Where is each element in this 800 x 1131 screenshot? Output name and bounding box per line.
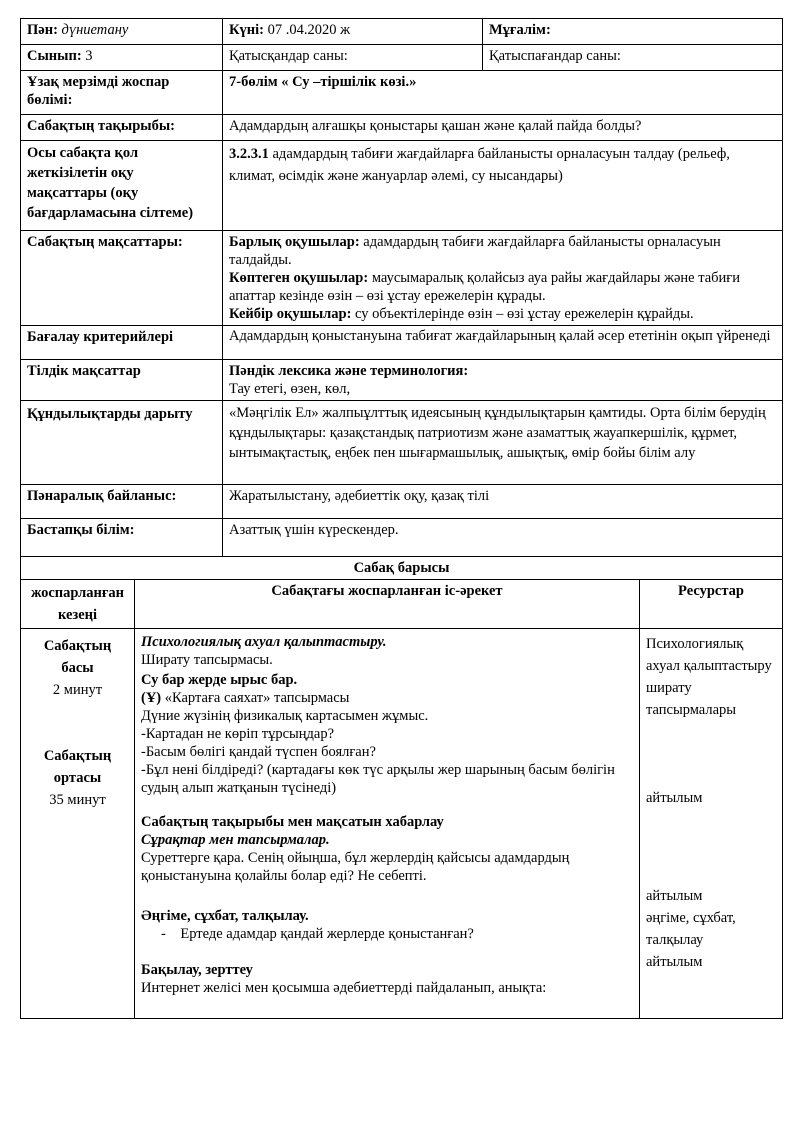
date-cell: Күні: 07 .04.2020 ж (223, 19, 483, 45)
objectives-value: 3.2.3.1 адамдардың табиғи жағдайларға байланысты орналасуын талдау (рельеф, климат, өсімдік және жануарлар әлемі, су нысандары) (223, 141, 783, 231)
interdisciplinary-label: Пәнаралық байланыс: (21, 485, 223, 519)
goals-value: Барлық оқушылар: адамдардың табиғи жағдайларға байланысты орналасуын талдайды. Көптеген оқушылар: маусымаралық қолайсыз ауа райы жағдайлары және табиғи апаттар кезінде өзін – өзі ұстау ережелерін құрады. Кейбір оқушылар: су объектілерінде өзін – өзі ұстау ережелерін құрайды. (223, 231, 783, 326)
prior-knowledge-value: Азаттық үшін күрескендер. (223, 519, 783, 557)
col-resources-header: Ресурстар (640, 580, 783, 629)
values-value: «Мәңгілік Ел» жалпыұлттық идеясының құндылықтарын қамтиды. Орта білім берудің құндылықтары: қазақстандық патриотизм және азаматтық жауапкершілік, құрмет, ынтымақтастық, еңбек пен шығармашылық, ашықтық, өмір бойы білім алу (223, 401, 783, 485)
absent-count-cell: Қатыспағандар саны: (483, 45, 783, 71)
goals-label: Сабақтың мақсаттары: (21, 231, 223, 326)
language-goals-label: Тілдік мақсаттар (21, 360, 223, 401)
lesson-flow-table (20, 556, 783, 1019)
criteria-value: Адамдардың қоныстануына табиғат жағдайларының қалай әсер ететінін оқып үйренеді (223, 326, 783, 360)
lesson-flow-title: Сабақ барысы (21, 557, 783, 580)
prior-knowledge-label: Бастапқы білім: (21, 519, 223, 557)
stage-column: Сабақтың басы 2 минут Сабақтың ортасы 35 минут (21, 629, 135, 1019)
interdisciplinary-value: Жаратылыстану, әдебиеттік оқу, қазақ тілі (223, 485, 783, 519)
resources-column: Психологиялық ахуал қалыптастыру ширату тапсырмалары айтылым айтылым әңгіме, сұхбат, талқылау айтылым (640, 629, 783, 1019)
values-label: Құндылықтарды дарыту (21, 401, 223, 485)
teacher-cell: Мұғалім: (483, 19, 783, 45)
stage-middle-title: Сабақтың ортасы (43, 748, 112, 786)
topic-value: Адамдардың алғашқы қоныстары қашан және қалай пайда болды? (223, 115, 783, 141)
lesson-plan-header-table (20, 18, 783, 71)
col-stage-header: жоспарланған кезеңі (21, 580, 135, 629)
subject-cell: Пән: дүниетану (21, 19, 223, 45)
class-cell: Сынып: 3 (21, 45, 223, 71)
criteria-label: Бағалау критерийлері (21, 326, 223, 360)
activity-column: Психологиялық ахуал қалыптастыру. Ширату тапсырмасы. Су бар жерде ырыс бар. (Ұ) «Картаға саяхат» тапсырмасы Дүние жүзінің физикалық картасымен жұмыс. -Картадан не көріп тұрсыңдар? -Басым бөлігі қандай түспен боялған? -Бұл нені білдіреді? (картадағы көк түс арқылы жер шарының басым бөлігін судың алып жатқанын түсінеді) Сабақтың тақырыбы мен мақсатын хабарлау Сұрақтар мен тапсырмалар. Суреттерге қара. Сенің ойыңша, бұл жерлердің қайсысы адамдардың қоныстануына қолайлы болар еді? Не себепті. Әңгіме, сұхбат, талқылау. - Ертеде адамдар қандай жерлерде қоныстанған? Бақылау, зерттеу Интернет желісі мен қосымша әдебиеттерді пайдаланып, анықта: (135, 629, 640, 1019)
col-activity-header: Сабақтағы жоспарланған іс-әрекет (135, 580, 640, 629)
present-count-cell: Қатысқандар саны: (223, 45, 483, 71)
topic-label: Сабақтың тақырыбы: (21, 115, 223, 141)
long-term-value: 7-бөлім « Су –тіршілік көзі.» (223, 71, 783, 115)
lesson-plan-info-table (20, 70, 783, 557)
language-goals-value: Пәндік лексика және терминология: Тау етегі, өзен, көл, (223, 360, 783, 401)
lesson-plan (20, 18, 782, 1019)
long-term-label: Ұзақ мерзімді жоспар бөлімі: (21, 71, 223, 115)
objectives-label: Осы сабақта қол жеткізілетін оқу мақсаттары (оқу бағдарламасына сілтеме) (21, 141, 223, 231)
